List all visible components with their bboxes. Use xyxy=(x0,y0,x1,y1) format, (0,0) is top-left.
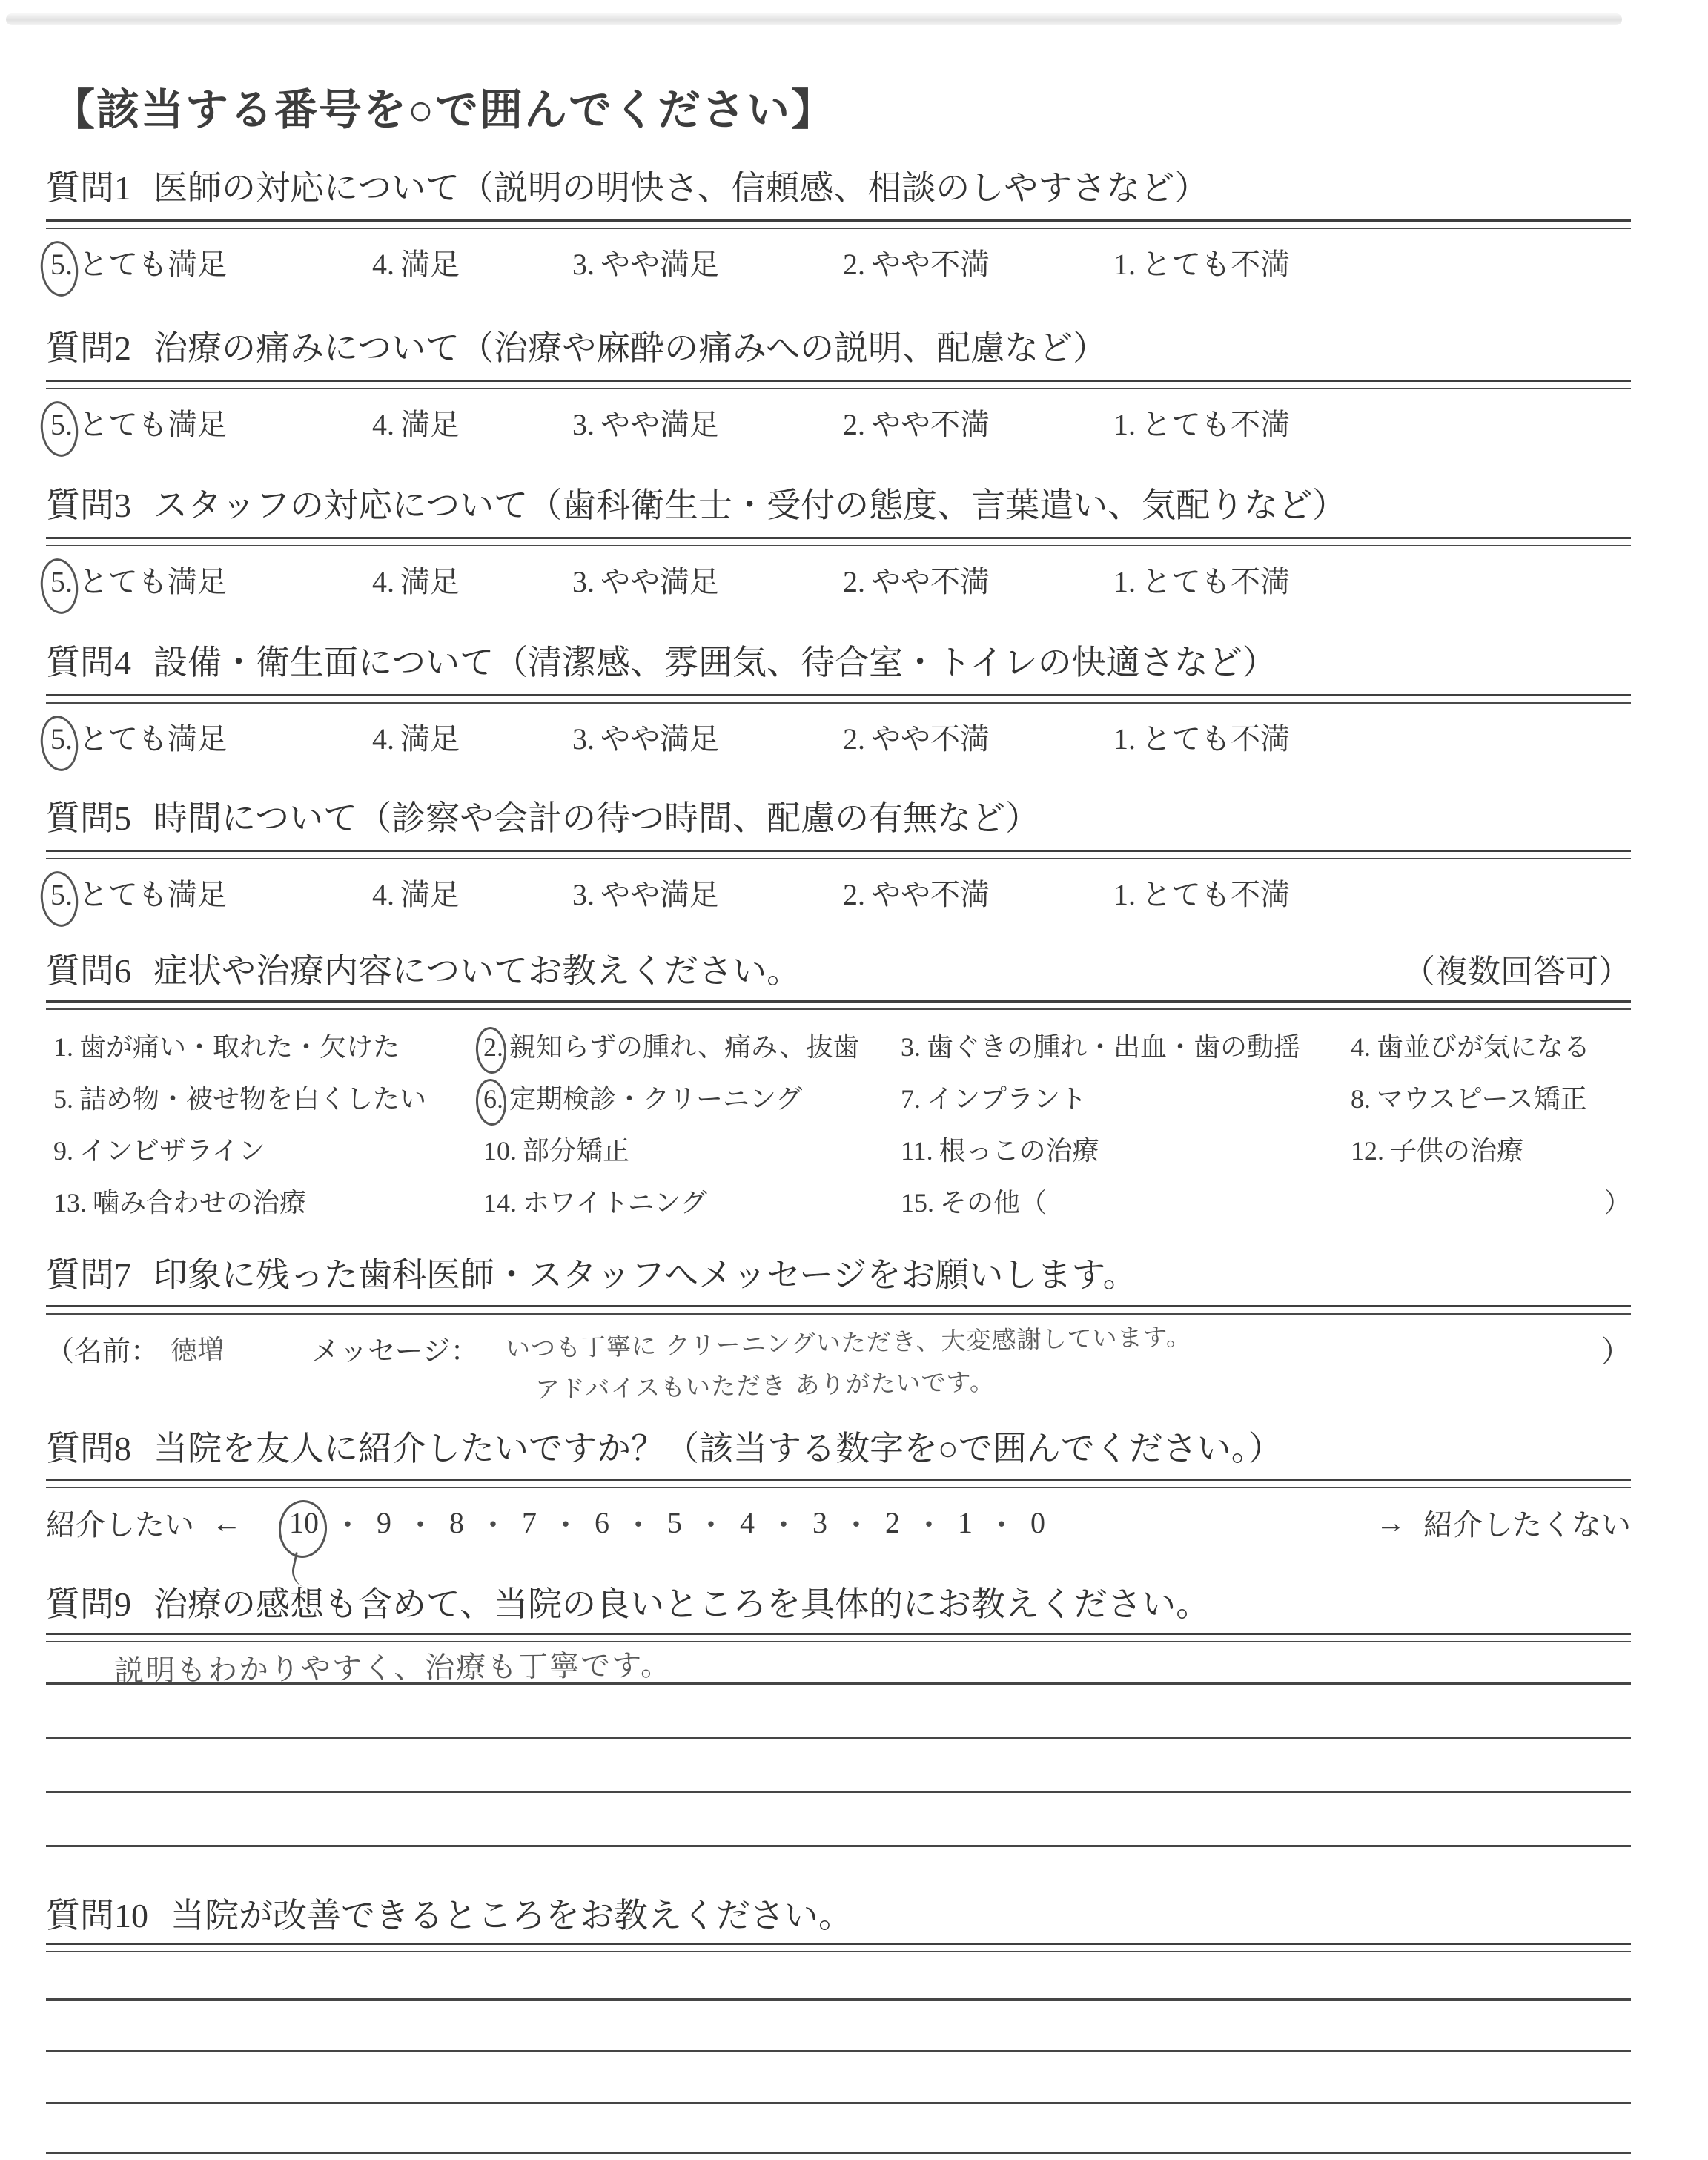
question-5-title xyxy=(46,798,1631,839)
answer-circle-annotation: 6. xyxy=(483,1084,503,1114)
divider-double-rule xyxy=(46,380,1631,389)
option-very-satisfied xyxy=(50,871,227,914)
handwritten-name: 徳増 xyxy=(170,1334,225,1367)
option-label: とても不満 xyxy=(1142,565,1290,598)
answer-line-area xyxy=(46,2001,1631,2050)
option-very-dissatisfied: 1. とても不満 xyxy=(1113,565,1290,598)
page-title: 【該当する番号を○で囲んでください】 xyxy=(52,85,836,134)
divider-double-rule xyxy=(46,1305,1631,1315)
treatment-item-14: 14. ホワイトニング xyxy=(483,1188,707,1218)
option-label: 満足 xyxy=(400,248,460,281)
divider-double-rule xyxy=(46,1000,1631,1010)
scale-4: 4 xyxy=(740,1506,755,1539)
option-label: とても不満 xyxy=(1142,408,1290,441)
answer-line-area xyxy=(46,1952,1631,1998)
option-very-satisfied xyxy=(50,241,227,283)
treatment-item-5: 5. 詰め物・被せ物を白くしたい xyxy=(53,1084,427,1114)
scale-5: 5 xyxy=(667,1506,682,1539)
answer-line-area xyxy=(46,1739,1631,1791)
question-text: スタッフの対応について（歯科衛生士・受付の態度、言葉遣い、気配りなど） xyxy=(153,486,1347,524)
question-text: 時間について（診察や会計の待つ時間、配慮の有無など） xyxy=(153,799,1040,837)
question-2 xyxy=(46,328,1631,443)
writing-line xyxy=(46,1845,1631,1847)
question-text: 治療の感想も含めて、当院の良いところを具体的にお教えください。 xyxy=(153,1585,1211,1623)
recommendation-scale: 紹介したい ← 10 ・ 9 ・ 8 ・ 7 ・ 6 ・ 5 ・ 4 ・ 3 ・ 2 ・ 1 ・ 0 → 紹介したくない xyxy=(46,1502,1631,1544)
treatment-item-6: 6. 定期検診・クリーニング xyxy=(483,1084,803,1114)
question-6-items xyxy=(46,1026,1631,1249)
divider-double-rule xyxy=(46,850,1631,859)
option-label: とても満足 xyxy=(79,408,227,441)
question-number: 質問7 xyxy=(46,1256,131,1294)
option-label: 満足 xyxy=(400,722,460,756)
handwritten-answer: 説明もわかりやすく、治療も丁寧です。 xyxy=(113,1648,672,1688)
treatment-item-4: 4. 歯並びが気になる xyxy=(1351,1032,1591,1062)
option-label: やや不満 xyxy=(871,722,990,756)
writing-line xyxy=(46,2152,1631,2154)
option-label: やや満足 xyxy=(600,248,719,281)
right-arrow-icon: → xyxy=(1376,1506,1406,1539)
question-number: 質問4 xyxy=(46,644,131,681)
question-8-title xyxy=(46,1428,1631,1470)
answer-line-area xyxy=(46,1793,1631,1845)
question-number: 質問5 xyxy=(46,799,131,837)
answer-line-area xyxy=(46,2052,1631,2102)
treatment-item-13: 13. 噛み合わせの治療 xyxy=(53,1188,307,1218)
scale-7: 7 xyxy=(522,1506,537,1539)
answer-circle-annotation: 2. xyxy=(483,1032,503,1062)
other-close-paren: ） xyxy=(1603,1188,1631,1218)
question-6-title xyxy=(46,951,1631,993)
option-very-dissatisfied: 1. とても不満 xyxy=(1113,878,1290,911)
option-very-satisfied xyxy=(50,716,227,758)
question-10 xyxy=(46,1895,1631,2154)
option-label: とても不満 xyxy=(1142,722,1290,756)
question-3 xyxy=(46,485,1631,600)
option-somewhat-dissatisfied: 2. やや不満 xyxy=(843,722,990,756)
option-label: 満足 xyxy=(400,565,460,598)
scale-1: 1 xyxy=(958,1506,973,1539)
question-2-title xyxy=(46,328,1631,369)
scale-8: 8 xyxy=(449,1506,464,1539)
option-very-satisfied xyxy=(50,558,227,601)
question-number: 質問10 xyxy=(46,1897,148,1935)
divider-double-rule xyxy=(46,1633,1631,1642)
option-label: とても満足 xyxy=(79,565,227,598)
question-number: 質問6 xyxy=(46,952,131,990)
option-satisfied: 4. 満足 xyxy=(372,722,460,756)
question-5-options xyxy=(46,871,1631,913)
question-7-answer-row xyxy=(46,1321,1631,1424)
question-number: 質問8 xyxy=(46,1430,131,1467)
scale-0: 0 xyxy=(1030,1506,1045,1539)
answer-circle-annotation: 5. xyxy=(50,878,73,911)
treatment-item-9: 9. インビザライン xyxy=(53,1136,265,1166)
question-8 xyxy=(46,1428,1631,1544)
scale-3: 3 xyxy=(812,1506,827,1539)
question-6 xyxy=(46,951,1631,1249)
question-4-options xyxy=(46,716,1631,757)
option-somewhat-satisfied: 3. やや満足 xyxy=(572,565,719,598)
answer-line-area xyxy=(46,1685,1631,1737)
scale-2: 2 xyxy=(885,1506,900,1539)
divider-double-rule xyxy=(46,537,1631,546)
left-arrow-icon: ← xyxy=(212,1506,242,1539)
question-7 xyxy=(46,1255,1631,1424)
option-somewhat-satisfied: 3. やや満足 xyxy=(572,878,719,911)
question-text: 症状や治療内容についてお教えください。 xyxy=(153,952,801,990)
option-label: やや満足 xyxy=(600,878,719,911)
question-text: 治療の痛みについて（治療や麻酔の痛みへの説明、配慮など） xyxy=(153,329,1108,367)
scale-9: 9 xyxy=(377,1506,391,1539)
answer-circle-annotation: 5. xyxy=(50,408,73,441)
option-label: やや不満 xyxy=(871,878,990,911)
question-4 xyxy=(46,642,1631,757)
divider-double-rule xyxy=(46,694,1631,704)
option-label: やや不満 xyxy=(871,408,990,441)
option-label: 満足 xyxy=(400,878,460,911)
question-text: 設備・衛生面について（清潔感、雰囲気、待合室・トイレの快適さなど） xyxy=(153,644,1277,681)
divider-double-rule xyxy=(46,1479,1631,1488)
option-label: とても満足 xyxy=(79,248,227,281)
option-label: 満足 xyxy=(400,408,460,441)
message-field-label: メッセージ： xyxy=(311,1336,479,1367)
treatment-item-12: 12. 子供の治療 xyxy=(1351,1136,1524,1166)
question-1-options xyxy=(46,241,1631,283)
question-number: 質問9 xyxy=(46,1585,131,1623)
answer-circle-annotation: 5. xyxy=(50,722,73,756)
question-7-title xyxy=(46,1255,1631,1296)
option-somewhat-dissatisfied: 2. やや不満 xyxy=(843,878,990,911)
scale-right-label: 紹介したくない xyxy=(1423,1508,1631,1542)
option-label: やや満足 xyxy=(600,722,719,756)
option-satisfied: 4. 満足 xyxy=(372,565,460,598)
question-text: 印象に残った歯科医師・スタッフへメッセージをお願いします。 xyxy=(153,1256,1137,1294)
treatment-item-7: 7. インプラント xyxy=(901,1084,1088,1114)
question-3-title xyxy=(46,485,1631,526)
option-label: とても満足 xyxy=(79,722,227,756)
treatment-item-8: 8. マウスピース矯正 xyxy=(1351,1084,1587,1114)
scale-10-circled: 10 xyxy=(289,1506,319,1539)
question-1-title xyxy=(46,168,1631,209)
treatment-item-10: 10. 部分矯正 xyxy=(483,1136,630,1166)
option-somewhat-dissatisfied: 2. やや不満 xyxy=(843,408,990,441)
question-3-options xyxy=(46,558,1631,600)
treatment-item-11: 11. 根っこの治療 xyxy=(901,1136,1099,1166)
option-somewhat-dissatisfied: 2. やや不満 xyxy=(843,248,990,281)
question-1 xyxy=(46,168,1631,283)
option-label: とても不満 xyxy=(1142,248,1290,281)
divider-double-rule xyxy=(46,219,1631,229)
question-9 xyxy=(46,1584,1631,1847)
option-somewhat-satisfied: 3. やや満足 xyxy=(572,722,719,756)
scale-left-label: 紹介したい xyxy=(46,1508,194,1542)
question-4-title xyxy=(46,642,1631,684)
question-text: 医師の対応について（説明の明快さ、信頼感、相談のしやすさなど） xyxy=(153,169,1209,207)
question-5 xyxy=(46,798,1631,913)
option-somewhat-satisfied: 3. やや満足 xyxy=(572,248,719,281)
question-number: 質問2 xyxy=(46,329,131,367)
treatment-item-2: 2. 親知らずの腫れ、痛み、抜歯 xyxy=(483,1032,860,1062)
question-text: 当院が改善できるところをお教えください。 xyxy=(171,1897,853,1935)
option-label: やや満足 xyxy=(600,565,719,598)
divider-double-rule xyxy=(46,1943,1631,1952)
treatment-item-3: 3. 歯ぐきの腫れ・出血・歯の動揺 xyxy=(901,1032,1301,1062)
question-2-options xyxy=(46,401,1631,443)
multiple-answers-note: （複数回答可） xyxy=(1403,954,1631,990)
option-very-dissatisfied: 1. とても不満 xyxy=(1113,408,1290,441)
option-somewhat-dissatisfied: 2. やや不満 xyxy=(843,565,990,598)
question-9-title xyxy=(46,1584,1631,1625)
close-paren: ） xyxy=(1601,1335,1631,1368)
scale-6: 6 xyxy=(595,1506,609,1539)
option-somewhat-satisfied: 3. やや満足 xyxy=(572,408,719,441)
question-number: 質問1 xyxy=(46,169,131,207)
option-satisfied: 4. 満足 xyxy=(372,878,460,911)
treatment-item-1: 1. 歯が痛い・取れた・欠けた xyxy=(53,1032,400,1062)
option-satisfied: 4. 満足 xyxy=(372,408,460,441)
option-very-dissatisfied: 1. とても不満 xyxy=(1113,248,1290,281)
option-label: やや満足 xyxy=(600,408,719,441)
option-very-dissatisfied: 1. とても不満 xyxy=(1113,722,1290,756)
option-satisfied: 4. 満足 xyxy=(372,248,460,281)
option-very-satisfied xyxy=(50,401,227,443)
scan-artifact-streak xyxy=(6,13,1622,25)
question-10-title xyxy=(46,1895,1631,1937)
option-label: やや不満 xyxy=(871,248,990,281)
option-label: とても不満 xyxy=(1142,878,1290,911)
handwritten-message-line-1: いつも丁寧に クリーニングいただき、大変感謝しています。 xyxy=(505,1321,1192,1364)
answer-circle-annotation: 5. xyxy=(50,248,73,281)
answer-line-area xyxy=(46,2104,1631,2152)
treatment-item-15-other: 15. その他（ ） xyxy=(901,1182,1631,1220)
answer-circle-annotation: 5. xyxy=(50,565,73,598)
handwritten-message-line-2: アドバイスもいただき ありがたいです。 xyxy=(534,1367,996,1404)
option-label: やや不満 xyxy=(871,565,990,598)
question-number: 質問3 xyxy=(46,486,131,524)
question-text: 当院を友人に紹介したいですか？（該当する数字を○で囲んでください。） xyxy=(153,1430,1282,1467)
name-field-label: （名前： xyxy=(46,1336,159,1367)
option-label: とても満足 xyxy=(79,878,227,911)
